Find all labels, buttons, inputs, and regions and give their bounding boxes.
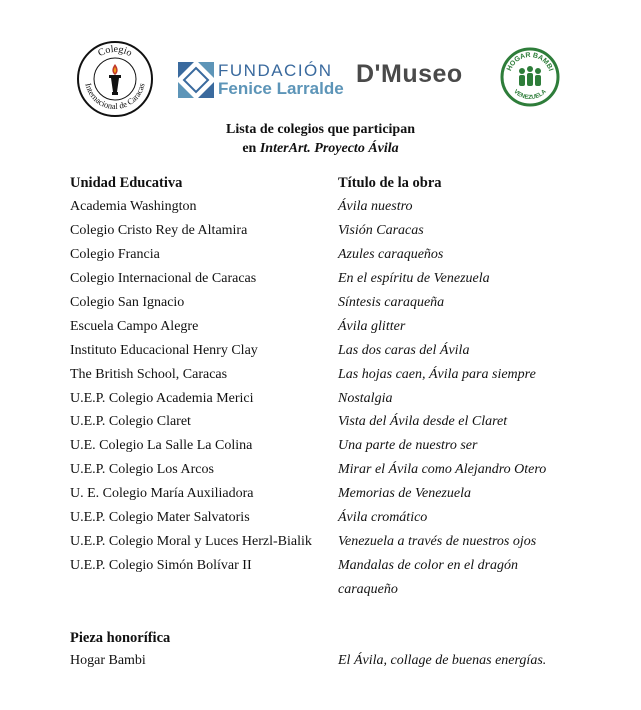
work-title: Nostalgia [338,391,393,406]
hogar-bambi-logo [500,47,560,107]
table-row [0,462,641,486]
school-name: U.E.P. Colegio Academia Merici [70,391,254,406]
torch-icon [109,64,121,95]
table-row [0,510,641,534]
school-name: Colegio Francia [70,247,160,262]
work-title: Vista del Ávila desde el Claret [338,414,508,429]
honor-school-name: Hogar Bambi [70,653,146,668]
table-row [0,199,641,223]
work-title: Ávila nuestro [338,199,413,214]
work-title: Ávila glitter [338,319,406,334]
table-row [0,438,641,462]
table-row [0,486,641,510]
project-name: InterArt. Proyecto Ávila [259,141,399,156]
table-row [0,223,641,247]
honor-work-title: El Ávila, collage de buenas energías. [338,653,547,668]
hogar-logo-bottom-text: VENEZUELA [512,88,548,102]
colegio-logo [76,40,154,118]
work-title: Azules caraqueños [338,247,444,262]
fundacion-mark-icon [178,62,214,98]
work-title: Las dos caras del Ávila [338,343,470,358]
fundacion-logo-line1: FUNDACIÓN [218,61,333,80]
work-title: En el espíritu de Venezuela [338,271,490,286]
school-name: U.E. Colegio La Salle La Colina [70,438,253,453]
table-row [0,271,641,295]
fundacion-logo [178,60,343,100]
table-row [0,367,641,391]
school-name: Colegio Internacional de Caracas [70,271,257,286]
school-name: U. E. Colegio María Auxiliadora [70,486,254,501]
table-row [0,247,641,271]
work-title: Ávila cromático [338,510,428,525]
school-name: Colegio San Ignacio [70,295,185,310]
school-name: Colegio Cristo Rey de Altamira [70,223,248,238]
people-icon [519,66,541,86]
work-title: Memorias de Venezuela [338,486,471,501]
dmuseo-logo: D'Museo [356,60,463,88]
school-name: U.E.P. Colegio Simón Bolívar II [70,558,252,573]
school-name: U.E.P. Colegio Claret [70,414,191,429]
school-name: U.E.P. Colegio Moral y Luces Herzl-Bialik [70,534,312,549]
school-name: U.E.P. Colegio Los Arcos [70,462,214,477]
work-title: Venezuela a través de nuestros ojos [338,534,537,549]
table-row [0,414,641,438]
table-row [0,319,641,343]
work-title: Síntesis caraqueña [338,295,445,310]
table-row [0,534,641,558]
svg-text:VENEZUELA [512,88,548,101]
svg-text:Colegio [96,44,134,59]
table-row [0,391,641,415]
work-title-continuation: caraqueño [338,582,398,597]
list-title: Lista de colegios que participan [225,122,415,137]
work-title: Visión Caracas [338,223,424,238]
work-title: Las hojas caen, Ávila para siempre [338,367,536,382]
list-subtitle: en InterArt. Proyecto Ávila [242,141,399,156]
table-row [0,295,641,319]
table-row [0,558,641,582]
school-name: Instituto Educacional Henry Clay [70,343,258,358]
school-name: Academia Washington [70,199,197,214]
work-title: Mirar el Ávila como Alejandro Otero [338,462,547,477]
work-title: Mandalas de color en el dragón [338,558,519,573]
column-header-work: Título de la obra [338,175,442,191]
colegio-logo-bottom-text: Internacional de Caracas [83,82,147,112]
work-title: Una parte de nuestro ser [338,438,478,453]
honor-heading: Pieza honorífica [70,630,171,646]
school-name: U.E.P. Colegio Mater Salvatoris [70,510,250,525]
table-row [0,343,641,367]
hogar-logo-top-text: HOGAR BAMBI [506,51,554,73]
logo-bar [0,0,641,120]
school-name: The British School, Caracas [70,367,228,382]
colegio-logo-top-text: Colegio [96,43,134,60]
column-header-school: Unidad Educativa [70,175,183,191]
school-name: Escuela Campo Alegre [70,319,199,334]
table-row-continuation [0,582,641,606]
fundacion-logo-line2: Fenice Larralde [218,79,344,98]
